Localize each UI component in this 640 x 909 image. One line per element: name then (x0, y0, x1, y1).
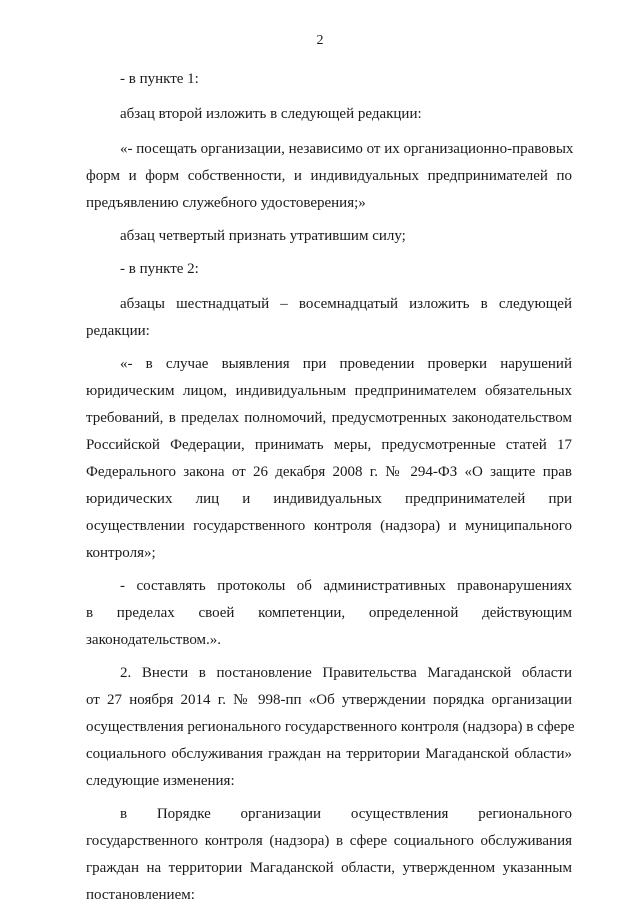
paragraph (86, 660, 575, 795)
document-body (86, 66, 575, 909)
text-line: Российской Федерации, принимать меры, предусмотренные статей 17 (86, 437, 572, 453)
text-line: постановлением: (86, 887, 195, 903)
text-line: «- посещать организации, независимо от их организационно-правовых (120, 141, 574, 157)
text-line: - составлять протоколы об административных правонарушениях (120, 578, 572, 594)
text-line: законодательством.». (86, 632, 222, 648)
text-line: - в пункте 1: (120, 71, 199, 87)
paragraph (86, 66, 572, 93)
text-line: социального обслуживания граждан на территории Магаданской области» (86, 746, 572, 762)
paragraph (86, 573, 572, 654)
text-line: - в пункте 2: (120, 261, 199, 277)
text-line: 2. Внести в постановление Правительства Магаданской области (120, 665, 572, 681)
paragraph (86, 256, 572, 283)
text-line: предъявлению служебного удостоверения;» (86, 195, 366, 211)
text-line: контроля»; (86, 545, 156, 561)
text-line: осуществления регионального государственного контроля (надзора) в сфере (86, 719, 575, 735)
text-line: граждан на территории Магаданской области, утвержденном указанным (86, 860, 572, 876)
paragraph (86, 351, 572, 567)
text-line: абзацы шестнадцатый – восемнадцатый изложить в следующей (120, 296, 572, 312)
text-line: Федерального закона от 26 декабря 2008 г. № 294-ФЗ «О защите прав (86, 464, 572, 480)
paragraph (86, 291, 572, 345)
text-line: в пределах своей компетенции, определенной действующим (86, 605, 572, 621)
text-line: редакции: (86, 323, 150, 339)
paragraph (86, 801, 572, 909)
text-line: от 27 ноября 2014 г. № 998-пп «Об утверждении порядка организации (86, 692, 572, 708)
text-line: форм и форм собственности, и индивидуальных предпринимателей по (86, 168, 572, 184)
text-line: государственного контроля (надзора) в сфере социального обслуживания (86, 833, 572, 849)
text-line: юридических лиц и индивидуальных предпринимателей при (86, 491, 572, 507)
text-line: следующие изменения: (86, 773, 235, 789)
text-line: юридическим лицом, индивидуальным предпринимателем обязательных (86, 383, 572, 399)
page-number: 2 (316, 33, 324, 48)
paragraph (86, 101, 572, 128)
paragraph (86, 136, 572, 217)
paragraph (86, 223, 572, 250)
text-line: «- в случае выявления при проведении проверки нарушений (120, 356, 572, 372)
text-line: абзац второй изложить в следующей редакции: (120, 106, 422, 122)
text-line: абзац четвертый признать утратившим силу; (120, 228, 406, 244)
text-line: в Порядке организации осуществления регионального (120, 806, 572, 822)
text-line: осуществлении государственного контроля (надзора) и муниципального (86, 518, 572, 534)
text-line: требований, в пределах полномочий, предусмотренных законодательством (86, 410, 572, 426)
